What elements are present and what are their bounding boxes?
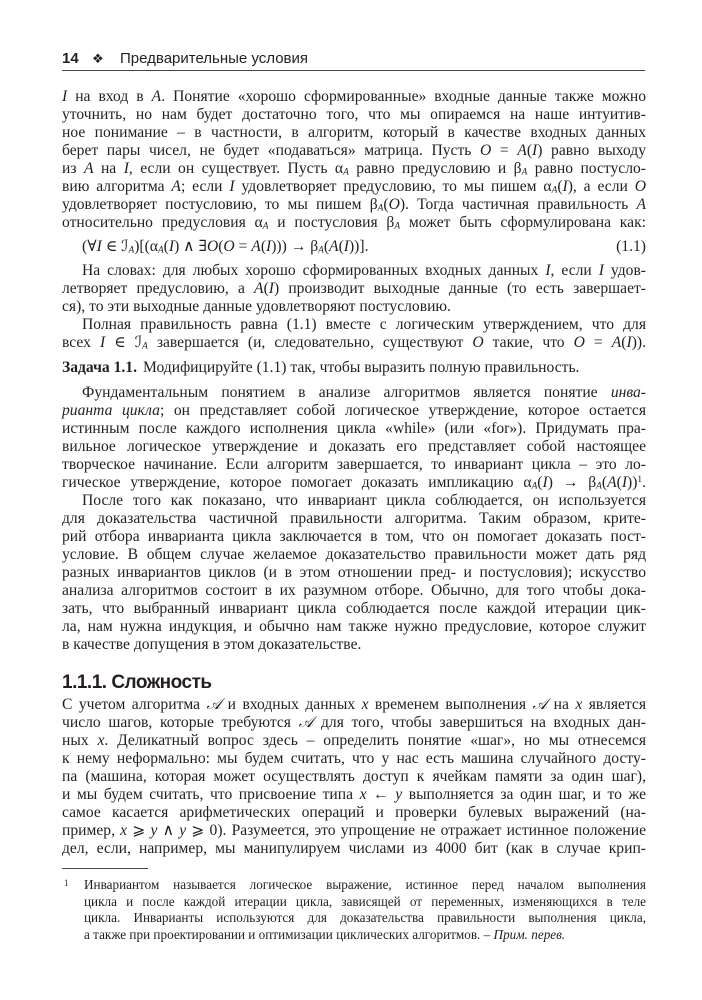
paragraph <box>62 88 646 232</box>
text-line <box>62 420 646 438</box>
text-line <box>62 262 646 280</box>
text-line <box>62 618 646 636</box>
text-run: Фундаментальным понятием в анализе алгоритмов является понятие <box>82 384 611 401</box>
text-run: , если он существует. Пусть α <box>128 160 344 177</box>
text-run: ) ∧ ∃ <box>174 238 207 255</box>
text-run: и входных данных <box>221 696 362 713</box>
subscript: A <box>128 245 135 256</box>
math-italic: I <box>343 238 349 255</box>
text-run: ) → β <box>547 474 597 491</box>
math-italic: O <box>479 142 492 159</box>
text-run: ла, нам нужна индукция, и обычно нам также нужно предусловие, которое служит <box>62 618 646 635</box>
math-italic: y <box>150 822 158 839</box>
math-italic: I <box>99 334 106 351</box>
text-run: удовлетворяет предусловию, то мы пишем α <box>234 178 552 195</box>
text-line <box>62 840 646 858</box>
text-run: берет пары чисел, не будет «подаваться» матрица. Пусть <box>62 142 480 159</box>
math-italic: A <box>611 334 622 351</box>
math-italic: A <box>254 280 264 297</box>
paragraph <box>62 696 646 858</box>
text-run: для того, чтобы завершиться на входных дан- <box>313 714 647 731</box>
equation-1-1 <box>62 238 646 256</box>
subscript: A <box>521 167 528 178</box>
math-italic: инва- <box>610 384 646 401</box>
text-line <box>62 298 646 316</box>
text-run: ( <box>557 178 563 195</box>
text-run: для доказательства частичной правильности алгоритма. Таким образом, крите- <box>62 510 646 527</box>
text-run: вию алгоритма <box>62 178 172 195</box>
text-run: ⩾ 0). Разумеется, это упрощение не отражает истинное положение <box>186 822 646 839</box>
math-italic: A <box>151 88 162 105</box>
text-run: из <box>62 160 84 177</box>
text-run: ( <box>218 238 224 255</box>
section-heading: 1.1.1. Сложность <box>62 672 212 693</box>
task-statement <box>62 359 646 377</box>
text-line <box>62 124 646 142</box>
subscript: A <box>343 167 349 178</box>
math-italic: O <box>472 334 484 351</box>
math-italic: A <box>171 178 181 195</box>
text-run: такие, что <box>483 334 574 351</box>
text-line <box>62 528 646 546</box>
text-line <box>62 178 646 196</box>
text-line <box>62 88 646 106</box>
math-italic: I <box>598 262 604 279</box>
text-line <box>84 877 646 894</box>
text-run: ))]. <box>348 238 369 255</box>
text-run: цикла. Инварианты используются для доказательства правильности выполнения цикла, <box>84 910 646 925</box>
text-run: удовлетворяет постусловию, то мы пишем β <box>62 196 378 213</box>
text-run: . Понятие «хорошо сформированные» входные данные также можно <box>161 88 646 105</box>
text-line <box>62 696 646 714</box>
text-line <box>62 582 646 600</box>
text-run: равно предусловию и β <box>348 160 522 177</box>
text-run: разных инвариантов циклов (и в этом отношении пред- и постусловия); искусство <box>62 564 646 581</box>
text-line <box>62 142 646 160</box>
text-run: на вход в <box>67 88 152 105</box>
math-italic: x <box>97 732 105 749</box>
math-italic: A <box>83 160 94 177</box>
text-run: На словах: для любых хорошо сформированных входных данных <box>82 262 546 279</box>
text-run: ( <box>263 280 269 297</box>
math-italic: O <box>573 334 585 351</box>
math-italic: x <box>361 696 369 713</box>
text-line <box>62 384 646 402</box>
text-run: может быть сформулирована как: <box>400 214 646 231</box>
equation-formula <box>82 238 368 256</box>
text-line <box>62 822 646 840</box>
text-run: . Деликатный вопрос здесь – определить понятие «шаг», но мы отнесемся <box>104 732 646 749</box>
text-run: па (машина, которая может осуществлять доступ к ячейкам памяти за один шаг), <box>62 768 646 785</box>
text-run: цикла и после каждой итерации цикла, зависящей от переменных, изменяющихся в теле <box>84 893 646 909</box>
footnote <box>62 868 646 943</box>
subscript: A <box>596 481 602 492</box>
text-line <box>62 732 646 750</box>
math-italic: x <box>359 786 367 803</box>
subscript: A <box>531 481 538 492</box>
text-line <box>62 316 646 334</box>
text-run: гическое утверждение, которое помогает доказать импликацию α <box>62 474 532 491</box>
text-run: )[(α <box>134 238 158 255</box>
text-run: истинным после каждого исполнения цикла «while» (или «for»). Придумать пра- <box>62 420 646 437</box>
math-italic: рианта цикла <box>62 402 160 419</box>
math-italic: x <box>575 696 583 713</box>
text-run: ( <box>601 474 608 491</box>
page-number: 14 <box>62 50 79 67</box>
math-italic: I <box>545 262 551 279</box>
text-line <box>84 910 646 927</box>
text-run: ; он представляет собой логическое утверждение, которое остается <box>159 402 646 419</box>
text-run: число шагов, которые требуются <box>62 714 299 731</box>
text-run: творческое начинание. Если алгоритм завершается, то инвариант цикла – это ло- <box>62 456 646 473</box>
subscript: A <box>142 341 148 352</box>
text-run: ( <box>526 142 533 159</box>
footnote-reference: 1 <box>637 475 643 485</box>
text-run: летворяет предусловию, а <box>62 280 255 297</box>
math-italic: 𝒜 <box>206 696 222 713</box>
text-line <box>62 768 646 786</box>
math-italic: O <box>206 238 219 255</box>
text-line <box>62 160 646 178</box>
text-run: ) равно выходу <box>537 142 646 159</box>
math-italic: y <box>395 786 403 803</box>
math-italic: A <box>607 474 617 491</box>
text-run: После того как показано, что инвариант цикла соблюдается, он используется <box>82 492 646 509</box>
math-italic: A <box>329 238 339 255</box>
text-run: а также при проектировании и оптимизации циклических алгоритмов. – <box>84 926 494 942</box>
footnote-divider <box>62 868 148 869</box>
text-line <box>62 214 646 232</box>
math-italic: O <box>634 178 646 195</box>
text-run: ) производит выходные данные (то есть завершает- <box>273 280 646 297</box>
text-run: ∧ <box>157 822 180 839</box>
text-run: ← <box>366 786 396 803</box>
text-run: к нему неформально: мы будем считать, что у нас есть машина случайного досту- <box>62 750 646 767</box>
text-line <box>62 196 646 214</box>
text-run: является <box>582 696 647 713</box>
text-line <box>62 636 646 654</box>
text-line <box>84 894 646 911</box>
text-run: выполняется за один шаг, и то же <box>402 786 646 803</box>
math-italic: Прим. перев. <box>493 926 566 942</box>
text-run: зать, что выбранный инвариант цикла соблюдается после каждой итерации цик- <box>62 600 646 617</box>
text-run: ное понимание – в частности, в алгоритм, который в качестве входных данных <box>62 124 646 141</box>
text-line <box>62 492 646 510</box>
text-run: условие. В общем случае желаемое доказательство правильности может дать ряд <box>62 546 646 563</box>
text-line <box>62 750 646 768</box>
text-run: на <box>93 160 124 177</box>
text-run: ных <box>62 732 98 749</box>
text-run: и мы будем считать, что присвоение типа <box>62 786 360 803</box>
page-body <box>62 88 646 858</box>
text-run: завершается (и, следовательно, существуют <box>147 334 473 351</box>
text-run: дел, если, например, мы манипулируем числами из 4000 бит (как в случае крип- <box>62 840 646 857</box>
text-run: )). <box>631 334 646 351</box>
text-run: = <box>234 238 252 255</box>
text-run: )) <box>627 474 638 491</box>
math-italic: I <box>621 474 628 491</box>
text-run: и постусловия β <box>268 214 395 231</box>
text-run: удов- <box>603 262 646 279</box>
text-run: Инвариантом называется логическое выражение, истинное перед началом выполнения <box>84 877 646 892</box>
text-run: равно постусло- <box>527 160 646 177</box>
text-run: всех <box>62 334 100 351</box>
text-run: на <box>547 696 576 713</box>
footnote-marker: 1 <box>64 878 69 888</box>
text-line <box>62 786 646 804</box>
paragraph <box>62 492 646 654</box>
text-line <box>84 927 646 944</box>
text-line <box>62 438 646 456</box>
text-line <box>62 474 646 492</box>
text-run: рий отбора инварианта цикла заключается в том, что он помогает доказать пост- <box>62 528 646 545</box>
text-line <box>62 546 646 564</box>
math-italic: y <box>179 822 187 839</box>
text-run: ( <box>323 238 330 255</box>
text-run: , если <box>550 262 599 279</box>
text-line <box>62 456 646 474</box>
math-italic: x <box>120 822 128 839</box>
math-italic: 𝒜 <box>532 696 548 713</box>
math-italic: O <box>223 238 235 255</box>
math-italic: A <box>517 142 527 159</box>
task-text: Модифицируйте (1.1) так, чтобы выразить полную правильность. <box>142 359 580 376</box>
text-line <box>62 106 646 124</box>
task-label: Задача 1.1. <box>62 359 137 376</box>
math-italic: I <box>168 238 175 255</box>
text-line <box>62 280 646 298</box>
paragraph <box>62 262 646 316</box>
math-italic: A <box>251 238 261 255</box>
math-italic: I <box>229 178 235 195</box>
text-line <box>62 510 646 528</box>
text-run: ( <box>338 238 344 255</box>
subscript: A <box>377 203 384 214</box>
text-run: ))) → β <box>271 238 319 255</box>
subscript: A <box>394 221 401 232</box>
text-run: вильное логическое утверждение и доказать его представляет собой настоящее <box>62 438 646 455</box>
text-run: ся), то эти выходные данные удовлетворяют постусловию. <box>62 298 451 315</box>
text-run: ⩾ <box>127 822 151 839</box>
math-italic: I <box>626 334 632 351</box>
text-run: анализа алгоритмов состоит в их разумном отборе. Обычно, для того чтобы дока- <box>62 582 646 599</box>
text-run: Полная правильность равна (1.1) вместе с логическим утверждением, что для <box>82 316 646 333</box>
text-run: ( <box>260 238 267 255</box>
text-run: = <box>491 142 518 159</box>
paragraph <box>62 316 646 352</box>
text-run: . <box>642 474 646 491</box>
subscript: A <box>262 221 269 232</box>
text-run: ( <box>163 238 169 255</box>
subscript: A <box>157 245 164 256</box>
text-run: ). Тогда частичная правильность <box>399 196 637 213</box>
math-italic: I <box>562 178 568 195</box>
subscript: A <box>551 185 558 196</box>
text-run: ), а если <box>567 178 635 195</box>
text-run: уточнить, но нам будет достаточно того, что мы опираемся на наше интуитив- <box>62 106 646 123</box>
equation-number: (1.1) <box>616 238 646 255</box>
math-italic: I <box>268 280 274 297</box>
text-run: относительно предусловия α <box>62 214 263 231</box>
subscript: A <box>318 245 324 256</box>
math-italic: I <box>542 474 548 491</box>
text-run: временем выполнения <box>368 696 533 713</box>
text-run: самое касается арифметических операций и проверки булевых выражений (на- <box>62 804 646 821</box>
text-run: пример, <box>62 822 121 839</box>
running-title: Предварительные условия <box>120 50 309 67</box>
text-run: в качестве допущения в этом доказательстве. <box>62 636 362 653</box>
diamond-ornament-icon: ❖ <box>92 51 104 66</box>
math-italic: A <box>636 196 646 213</box>
text-run: = <box>584 334 612 351</box>
text-run: ( <box>621 334 627 351</box>
math-italic: I <box>62 88 68 105</box>
text-run: ( <box>616 474 622 491</box>
footnote-text <box>84 877 646 943</box>
math-italic: I <box>123 160 129 177</box>
text-run: (∀ <box>82 238 97 255</box>
paragraph <box>62 384 646 492</box>
text-run: ∈ ℐ <box>101 238 129 255</box>
math-italic: I <box>96 238 102 255</box>
text-run: ( <box>383 196 389 213</box>
text-line <box>62 334 646 352</box>
math-italic: I <box>532 142 538 159</box>
running-header <box>62 48 645 71</box>
math-italic: O <box>388 196 400 213</box>
text-run: ∈ ℐ <box>105 334 143 351</box>
text-line <box>62 714 646 732</box>
text-run: С учетом алгоритма <box>62 696 207 713</box>
text-run: ; если <box>180 178 230 195</box>
text-line <box>62 402 646 420</box>
text-run: ( <box>537 474 543 491</box>
text-line <box>62 564 646 582</box>
math-italic: I <box>266 238 272 255</box>
math-italic: 𝒜 <box>298 714 314 731</box>
text-line <box>62 804 646 822</box>
text-line <box>62 600 646 618</box>
